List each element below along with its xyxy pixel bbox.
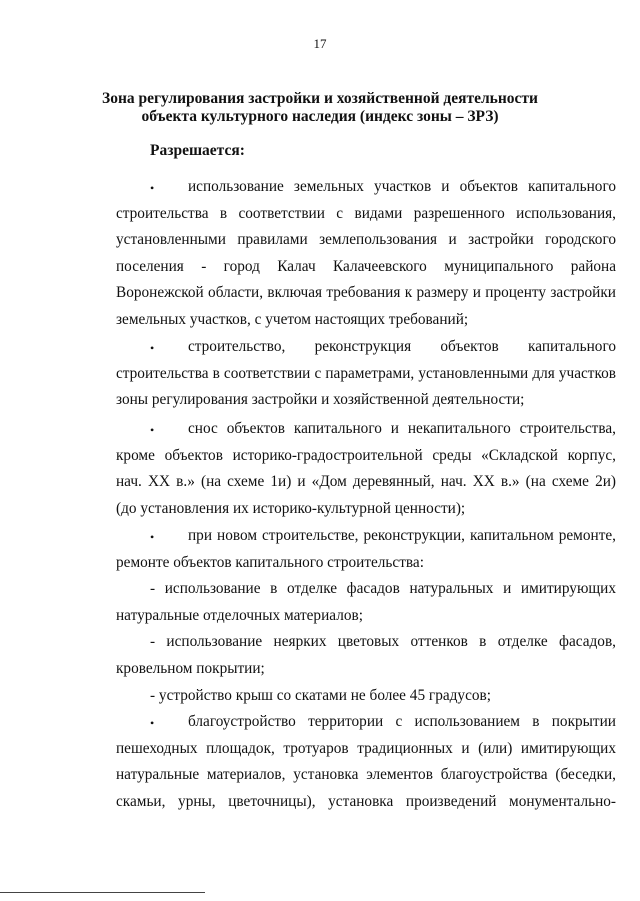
text-line: установленными правилами землепользования и застройки городского [116,231,616,249]
bullet-5: • [150,716,155,730]
subtitle-allowed: Разрешается: [150,142,245,159]
heading-line-2: объекта культурного наследия (индекс зоны – ЗРЗ) [141,108,499,125]
text-line: скамьи, урны, цветочницы), установка произведений монументально- [116,792,616,810]
bullet-2: • [150,341,155,355]
text-line: строительства в соответствии с параметрами, установленными для участков [116,364,616,382]
section-heading [0,90,640,126]
text-line: поселения - город Калач Калачеевского муниципального района [116,257,616,275]
text-line: натуральные материалов, установка элементов благоустройства (беседки, [116,766,616,784]
footer-rule [0,892,205,893]
text-line: нач. XX в.» (на схеме 1и) и «Дом деревянный, нач. XX в.» (на схеме 2и) [116,473,616,491]
text-line: пешеходных площадок, тротуаров традиционных и (или) имитирующих [116,739,616,757]
text-line: при новом строительстве, реконструкции, капитальном ремонте, [188,527,616,544]
text-line: (до установления их историко-культурной ценности); [116,499,466,517]
text-line: строительство, реконструкция объектов капитального [188,338,616,355]
text-line: кровельном покрытии; [116,660,265,677]
bullet-1: • [150,181,155,195]
bullet-4: • [150,530,155,544]
text-line: - использование в отделке фасадов натуральных и имитирующих [150,580,616,598]
text-line: зоны регулирования застройки и хозяйственной деятельности; [116,391,525,409]
text-line: - использование неярких цветовых оттенков в отделке фасадов, [150,633,616,651]
page-number: 17 [313,36,327,51]
text-line: строительства в соответствии с видами разрешенного использования, [116,204,616,222]
text-line: Воронежской области, включая требования к размеру и проценту застройки [116,284,616,302]
text-line: - устройство крыш со скатами не более 45 градусов; [150,686,491,704]
text-line: земельных участков, с учетом настоящих требований; [116,311,469,328]
bullet-3: • [150,423,155,437]
text-line: использование земельных участков и объектов капитального [188,178,616,195]
text-line: натуральные отделочных материалов; [116,606,363,624]
text-line: кроме объектов историко-градостроительной среды «Складской корпус, [116,446,616,464]
text-line: ремонте объектов капитального строительства: [116,553,424,571]
heading-line-1: Зона регулирования застройки и хозяйственной деятельности [102,90,538,107]
text-line: благоустройство территории с использованием в покрытии [188,713,616,730]
text-line: снос объектов капитального и некапитального строительства, [188,420,616,437]
